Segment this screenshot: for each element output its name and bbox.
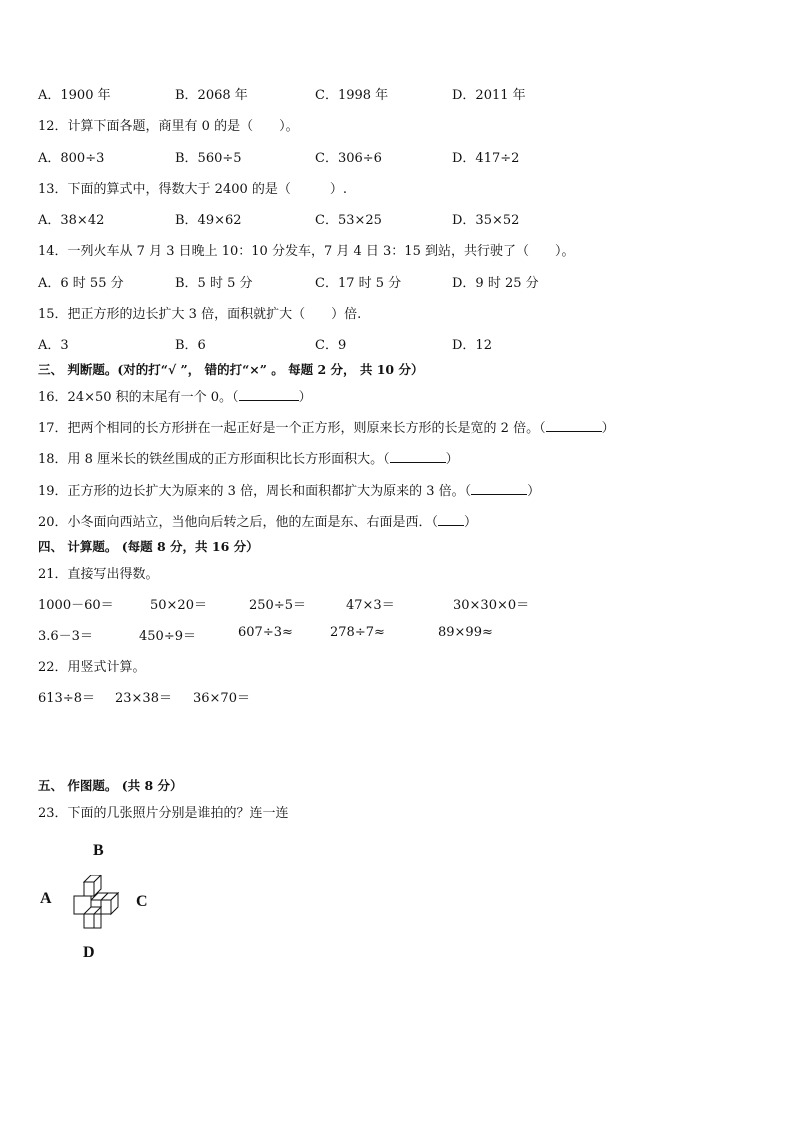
q23-stem: 23．下面的几张照片分别是谁拍的？连一连 bbox=[38, 806, 289, 821]
q16-text: 16．24×50 积的末尾有一个 0。（ bbox=[38, 390, 239, 405]
q17-close: ） bbox=[601, 421, 615, 436]
q19 bbox=[38, 480, 540, 499]
q20-text: 20．小冬面向西站立，当他向后转之后，他的左面是东、右面是西．（ bbox=[38, 515, 439, 530]
section-4-heading: 四、 计算题。 (每题 8 分，共 16 分） bbox=[38, 539, 259, 554]
cube-stack-figure bbox=[72, 875, 122, 929]
q19-text: 19．正方形的边长扩大为原来的 3 倍，周长和面积都扩大为原来的 3 倍。（ bbox=[38, 484, 472, 499]
q22-item: 613÷8＝ bbox=[38, 691, 95, 706]
q13-option-c: C．53×25 bbox=[315, 213, 382, 228]
q19-answer-blank[interactable] bbox=[471, 482, 527, 495]
q18-text: 18．用 8 厘米长的铁丝围成的正方形面积比长方形面积大。（ bbox=[38, 452, 390, 467]
q15-option-c: C．9 bbox=[315, 338, 347, 353]
section-3-heading: 三、 判断题。(对的打“√ ”， 错的打“×” 。 每题 2 分， 共 10 分） bbox=[38, 362, 424, 377]
q11-option-b: B．2068 年 bbox=[175, 88, 248, 103]
q17 bbox=[38, 417, 615, 436]
q12-option-a: A．800÷3 bbox=[38, 151, 105, 166]
q21-item: 607÷3≈ bbox=[238, 625, 293, 640]
q15-option-d: D．12 bbox=[452, 338, 492, 353]
label-a: A bbox=[40, 890, 52, 907]
q21-item: 50×20＝ bbox=[150, 598, 207, 613]
q22-stem: 22．用竖式计算。 bbox=[38, 660, 146, 675]
q16-close: ） bbox=[298, 390, 312, 405]
q20 bbox=[38, 511, 477, 530]
q15-option-a: A．3 bbox=[38, 338, 69, 353]
q12-option-d: D．417÷2 bbox=[452, 151, 520, 166]
q21-item: 1000－60＝ bbox=[38, 598, 114, 613]
q13-stem: 13．下面的算式中，得数大于 2400 的是（ ）. bbox=[38, 182, 348, 197]
q21-stem: 21．直接写出得数。 bbox=[38, 567, 159, 582]
q12-stem: 12．计算下面各题，商里有 0 的是（ ）。 bbox=[38, 119, 299, 134]
q16 bbox=[38, 386, 312, 405]
q21-item: 450÷9＝ bbox=[139, 629, 196, 644]
q21-item: 89×99≈ bbox=[438, 625, 493, 640]
label-c: C bbox=[136, 893, 148, 910]
section-5-heading: 五、 作图题。 (共 8 分） bbox=[38, 778, 183, 793]
q20-answer-blank[interactable] bbox=[438, 513, 464, 526]
q16-answer-blank[interactable] bbox=[239, 388, 299, 401]
q12-option-c: C．306÷6 bbox=[315, 151, 382, 166]
q12-option-b: B．560÷5 bbox=[175, 151, 242, 166]
q13-option-a: A．38×42 bbox=[38, 213, 105, 228]
q21-item: 47×3＝ bbox=[346, 598, 395, 613]
q15-stem: 15．把正方形的边长扩大 3 倍，面积就扩大（ ）倍. bbox=[38, 307, 362, 322]
q11-option-a: A．1900 年 bbox=[38, 88, 111, 103]
q21-item: 250÷5＝ bbox=[249, 598, 306, 613]
q14-option-c: C．17 时 5 分 bbox=[315, 276, 402, 291]
q13-option-b: B．49×62 bbox=[175, 213, 242, 228]
q18 bbox=[38, 448, 459, 467]
q14-option-d: D．9 时 25 分 bbox=[452, 276, 539, 291]
q13-option-d: D．35×52 bbox=[452, 213, 520, 228]
q17-answer-blank[interactable] bbox=[546, 419, 602, 432]
q18-answer-blank[interactable] bbox=[390, 450, 446, 463]
q21-item: 30×30×0＝ bbox=[453, 598, 530, 613]
q19-close: ） bbox=[527, 484, 541, 499]
label-b: B bbox=[93, 842, 104, 859]
q11-option-d: D．2011 年 bbox=[452, 88, 526, 103]
q14-stem: 14．一列火车从 7 月 3 日晚上 10：10 分发车，7 月 4 日 3：15 到站，共行驶了（ ）。 bbox=[38, 244, 575, 259]
q20-close: ） bbox=[464, 515, 478, 530]
q21-item: 3.6－3＝ bbox=[38, 629, 93, 644]
q18-close: ） bbox=[445, 452, 459, 467]
label-d: D bbox=[83, 944, 95, 961]
q14-option-a: A．6 时 55 分 bbox=[38, 276, 124, 291]
q22-item: 23×38＝ bbox=[115, 691, 172, 706]
q21-item: 278÷7≈ bbox=[330, 625, 385, 640]
q11-option-c: C．1998 年 bbox=[315, 88, 389, 103]
q17-text: 17．把两个相同的长方形拼在一起正好是一个正方形，则原来长方形的长是宽的 2 倍。（ bbox=[38, 421, 546, 436]
q22-item: 36×70＝ bbox=[193, 691, 250, 706]
q14-option-b: B．5 时 5 分 bbox=[175, 276, 253, 291]
q15-option-b: B．6 bbox=[175, 338, 206, 353]
